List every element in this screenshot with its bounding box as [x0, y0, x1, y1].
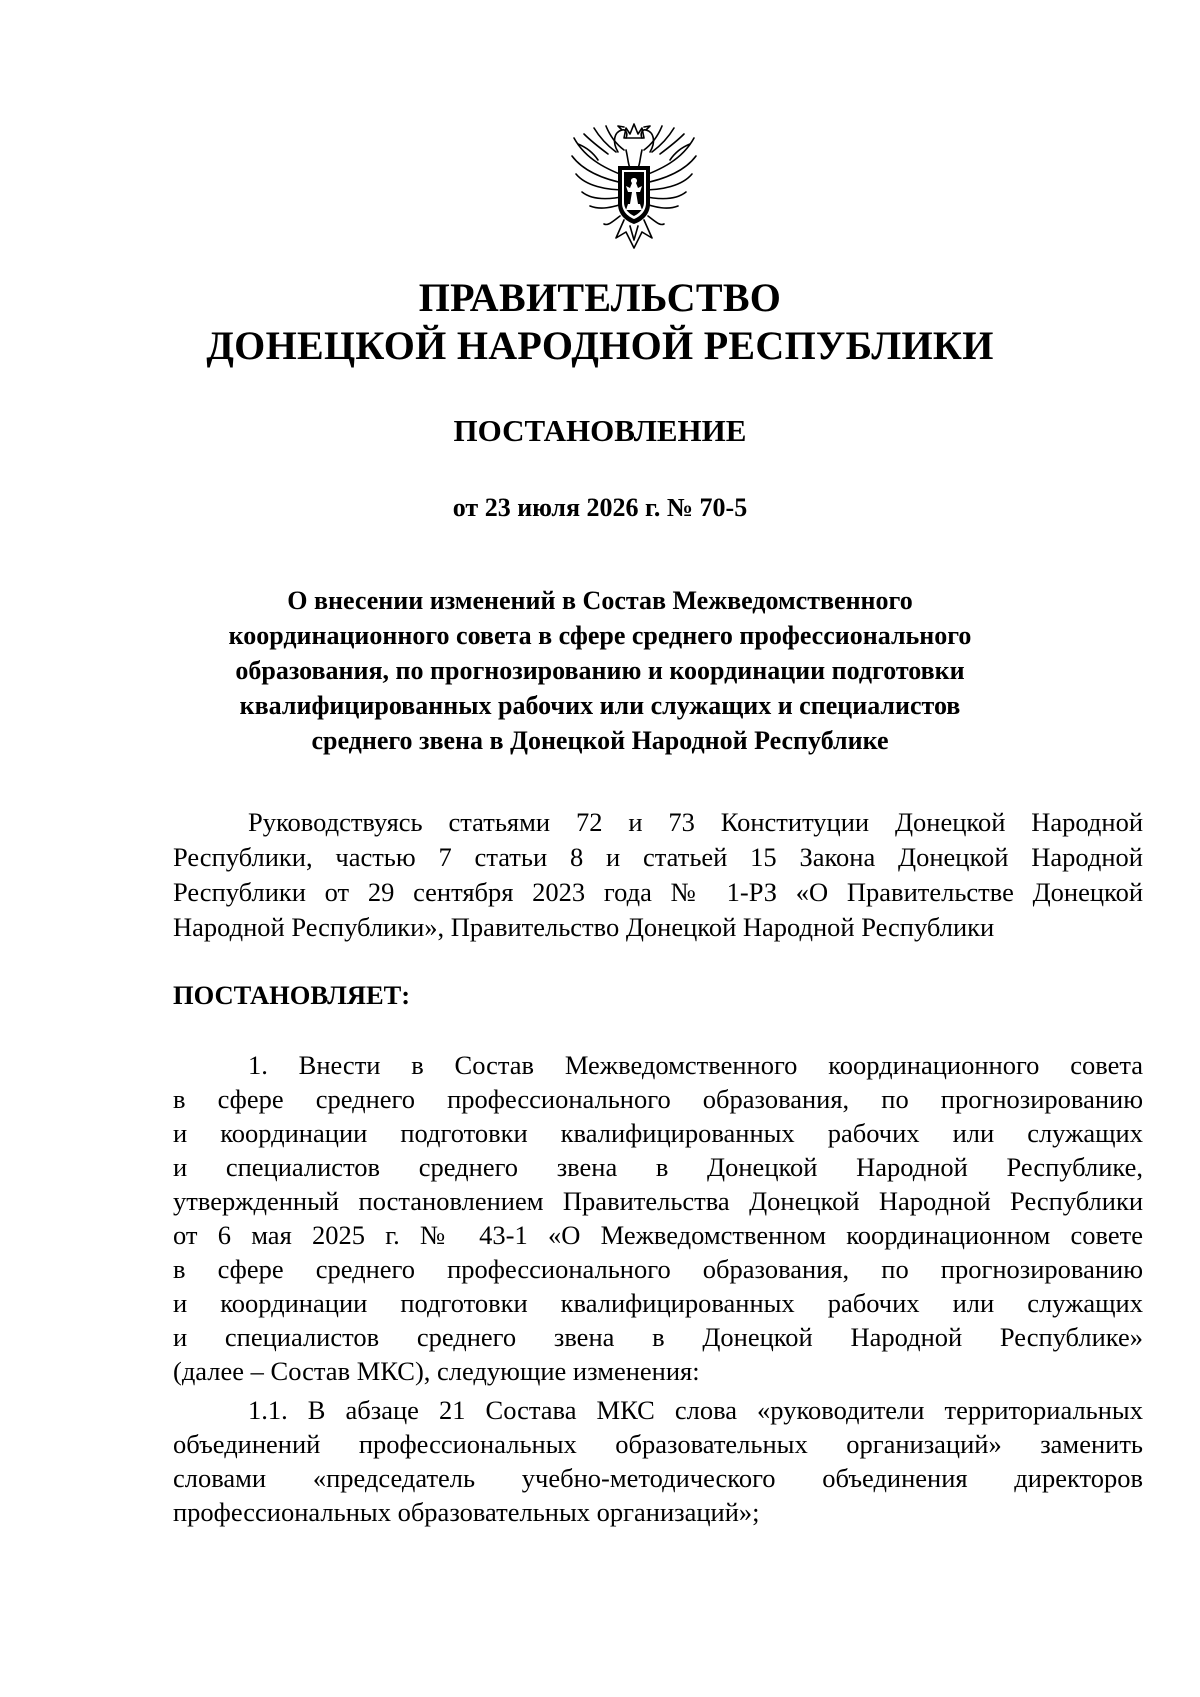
preamble-line: Республики, частью 7 статьи 8 и статьей 15 Закона Донецкой Народной: [173, 842, 1143, 872]
resolves-heading: ПОСТАНОВЛЯЕТ:: [173, 980, 411, 1010]
decree-date-number: от 23 июля 2026 г. № 70-5: [452, 493, 748, 522]
item-1-line: и специалистов среднего звена в Донецкой Народной Республике»: [173, 1322, 1143, 1352]
government-title-line-1: ПРАВИТЕЛЬСТВО: [418, 275, 782, 320]
item-1-line: в сфере среднего профессионального образования, по прогнозированию: [173, 1084, 1143, 1114]
preamble-line: Руководствуясь статьями 72 и 73 Конституции Донецкой Народной: [248, 807, 1143, 837]
item-1-1-line: словами «председатель учебно-методического объединения директоров: [173, 1463, 1143, 1493]
item-1-1-line: профессиональных образовательных организаций»;: [173, 1497, 760, 1527]
item-1-line: (далее – Состав МКС), следующие изменения:: [173, 1356, 700, 1386]
decree-kind: ПОСТАНОВЛЕНИЕ: [453, 413, 747, 448]
subject-line: среднего звена в Донецкой Народной Республике: [311, 726, 889, 755]
preamble-line: Народной Республики», Правительство Донецкой Народной Республики: [173, 912, 995, 942]
subject-line: квалифицированных рабочих или служащих и специалистов: [239, 691, 961, 720]
item-1-line: 1. Внести в Состав Межведомственного координационного совета: [248, 1050, 1143, 1080]
preamble-line: Республики от 29 сентября 2023 года № 1-РЗ «О Правительстве Донецкой: [173, 877, 1143, 907]
item-1-1-line: объединений профессиональных образовательных организаций» заменить: [173, 1429, 1143, 1459]
subject-line: О внесении изменений в Состав Межведомственного: [287, 586, 913, 615]
subject-line: координационного совета в сфере среднего профессионального: [228, 621, 972, 650]
item-1-line: и координации подготовки квалифицированных рабочих или служащих: [173, 1288, 1143, 1318]
item-1-1-line: 1.1. В абзаце 21 Состава МКС слова «руководители территориальных: [248, 1395, 1143, 1425]
government-title-line-2: ДОНЕЦКОЙ НАРОДНОЙ РЕСПУБЛИКИ: [206, 323, 994, 368]
item-1-line: в сфере среднего профессионального образования, по прогнозированию: [173, 1254, 1143, 1284]
item-1-line: от 6 мая 2025 г. № 43-1 «О Межведомственном координационном совете: [173, 1220, 1143, 1250]
item-1-line: и координации подготовки квалифицированных рабочих или служащих: [173, 1118, 1143, 1148]
item-1-line: и специалистов среднего звена в Донецкой Народной Республике,: [173, 1152, 1143, 1182]
item-1-line: утвержденный постановлением Правительства Донецкой Народной Республики: [173, 1186, 1143, 1216]
subject-line: образования, по прогнозированию и координации подготовки: [235, 656, 965, 685]
coat-of-arms-emblem: [568, 108, 700, 260]
